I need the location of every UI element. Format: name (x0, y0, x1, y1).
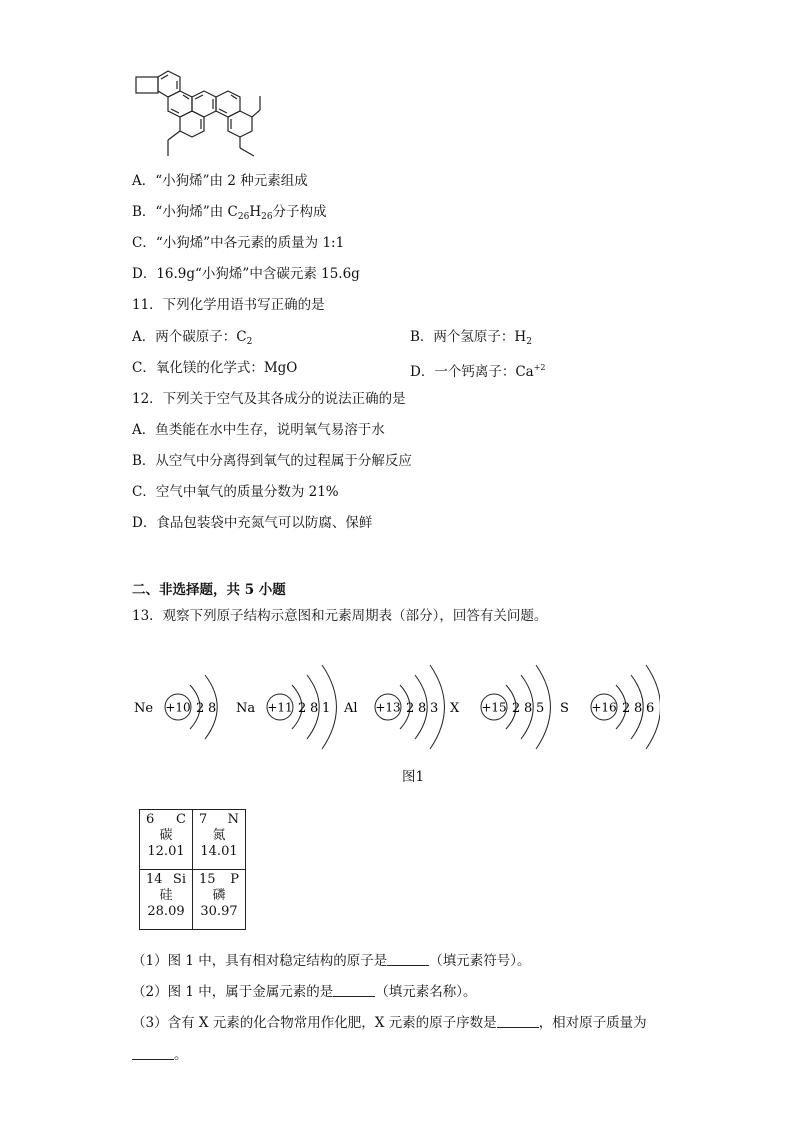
answer-blank-3[interactable] (497, 1015, 539, 1028)
q12-option-a[interactable]: A．鱼类能在水中生存，说明氧气易溶于水 (132, 422, 385, 438)
option-letter: D． (132, 266, 157, 282)
benzene-ring-6 (228, 111, 252, 137)
element-symbol: S (560, 701, 569, 716)
q10-option-c[interactable] (132, 234, 344, 252)
answer-blank-1[interactable] (387, 953, 429, 966)
shell-electron-count: 8 (418, 701, 427, 716)
element-symbol: Al (344, 701, 358, 716)
atomic-number: 14 (146, 872, 163, 887)
ethyl-1 (252, 110, 260, 117)
periodic-table-excerpt (139, 809, 246, 930)
atomic-mass: 28.09 (147, 904, 185, 919)
q10-option-a[interactable] (132, 172, 308, 190)
element-name: 硅 (159, 888, 173, 903)
shell-electron-count: 8 (208, 701, 217, 716)
element-symbol: X (450, 701, 460, 716)
shell-electron-count: 8 (310, 701, 319, 716)
molecule-structure-diagram (120, 60, 280, 165)
option-text: “小狗烯”中各元素的质量为 1:1 (155, 235, 345, 251)
option-letter: A． (132, 173, 156, 189)
option-text: “小狗烯”由 2 种元素组成 (155, 173, 308, 189)
atomic-mass: 14.01 (200, 844, 238, 859)
q13-sub2 (132, 983, 477, 1001)
element-cell-c (140, 810, 193, 870)
subscript: 2 (246, 337, 253, 347)
q10-option-b[interactable] (132, 203, 327, 226)
nucleus-charge: +11 (267, 700, 293, 715)
option-text: B．两个氢原子：H (410, 329, 527, 345)
shell-electron-count: 2 (196, 701, 205, 716)
question-text: （1）图 1 中，具有相对稳定结构的原子是 (132, 953, 388, 969)
question-text: 。 (174, 1047, 188, 1063)
question-text: （填元素符号）。 (429, 953, 531, 969)
shell-electron-count: 8 (524, 701, 533, 716)
q12-option-d[interactable]: D．食品包装袋中充氮气可以防腐、保鲜 (132, 515, 373, 531)
element-cell-si (140, 870, 193, 930)
atom-diagram-na (236, 665, 336, 749)
q12-option-c[interactable]: C．空气中氧气的质量分数为 21% (132, 484, 339, 500)
q12-stem: 12．下列关于空气及其各成分的说法正确的是 (132, 391, 406, 407)
shell-electron-count: 1 (322, 701, 331, 716)
answer-blank-2[interactable] (333, 984, 375, 997)
option-letter: B． (132, 204, 156, 220)
section-title: 二、非选择题，共 5 小题 (132, 582, 286, 598)
atom-diagram-al (343, 665, 444, 749)
subscript: 2 (526, 337, 532, 347)
q11-option-c[interactable]: C．氧化镁的化学式：MgO (132, 360, 298, 376)
element-name: 氮 (212, 828, 226, 843)
option-text: 分子构成 (272, 204, 327, 220)
element-symbol: Ne (134, 701, 154, 716)
answer-blank-4[interactable] (132, 1047, 174, 1060)
q10-option-d[interactable] (132, 265, 360, 283)
ethyl-2 (168, 131, 180, 140)
shell-electron-count: 6 (646, 701, 655, 716)
atom-diagram-x (450, 665, 550, 749)
atom-diagram-ne (134, 675, 217, 739)
subscript: 26 (261, 212, 273, 222)
option-text: “小狗烯”由 C (155, 204, 238, 220)
element-symbol: Si (172, 872, 186, 887)
element-symbol: P (230, 872, 239, 887)
question-text: ，相对原子质量为 (538, 1015, 647, 1031)
atomic-number: 6 (146, 812, 155, 827)
option-text: 16.9g“小狗烯”中含碳元素 15.6g (156, 266, 360, 282)
figure-caption: 图1 (402, 769, 425, 785)
nucleus-charge: +15 (481, 700, 507, 715)
atomic-number: 7 (199, 812, 208, 827)
atomic-mass: 12.01 (147, 844, 185, 859)
atomic-number: 15 (199, 872, 216, 887)
q13-stem: 13．观察下列原子结构示意图和元素周期表（部分），回答有关问题。 (132, 608, 548, 624)
q11-option-d[interactable] (410, 359, 546, 381)
benzene-ring-5 (180, 111, 204, 137)
option-text: A．两个碳原子：C (132, 329, 247, 345)
cyclobutane-ring (136, 77, 158, 93)
element-symbol: C (176, 812, 186, 827)
shell-electron-count: 2 (406, 701, 415, 716)
element-name: 碳 (159, 828, 173, 843)
shell-electron-count: 8 (634, 701, 643, 716)
question-text: （3）含有 X 元素的化合物常用作化肥，X 元素的原子序数是 (132, 1015, 497, 1031)
element-cell-p (193, 870, 246, 930)
nucleus-charge: +13 (375, 700, 401, 715)
question-text: （2）图 1 中，属于金属元素的是 (132, 984, 334, 1000)
atomic-mass: 30.97 (200, 904, 238, 919)
superscript: +2 (533, 363, 546, 372)
question-text: （填元素名称）。 (375, 984, 477, 1000)
q13-sub1 (132, 952, 531, 970)
element-cell-n (193, 810, 246, 870)
q11-option-b[interactable] (410, 328, 532, 351)
q12-option-b[interactable]: B．从空气中分离得到氧气的过程属于分解反应 (132, 453, 412, 469)
element-name: 磷 (212, 888, 226, 903)
element-symbol: Na (236, 701, 256, 716)
q13-sub3 (132, 1014, 647, 1032)
option-text: D．一个钙离子：Ca (410, 364, 534, 380)
shell-electron-count: 3 (430, 701, 439, 716)
nucleus-charge: +16 (591, 700, 617, 715)
element-symbol: N (227, 812, 239, 827)
q13-sub3-cont (132, 1046, 188, 1064)
option-text: H (249, 204, 262, 220)
subscript: 26 (237, 212, 250, 222)
atom-diagram-s (560, 665, 660, 749)
shell-electron-count: 5 (536, 701, 545, 716)
nucleus-charge: +10 (165, 700, 191, 715)
shell-electron-count: 2 (298, 701, 307, 716)
option-letter: C． (132, 235, 156, 251)
shell-electron-count: 2 (622, 701, 631, 716)
atomic-structure-diagrams (120, 655, 660, 755)
q11-stem: 11．下列化学用语书写正确的是 (132, 297, 325, 313)
shell-electron-count: 2 (512, 701, 521, 716)
q11-option-a[interactable] (132, 328, 252, 351)
